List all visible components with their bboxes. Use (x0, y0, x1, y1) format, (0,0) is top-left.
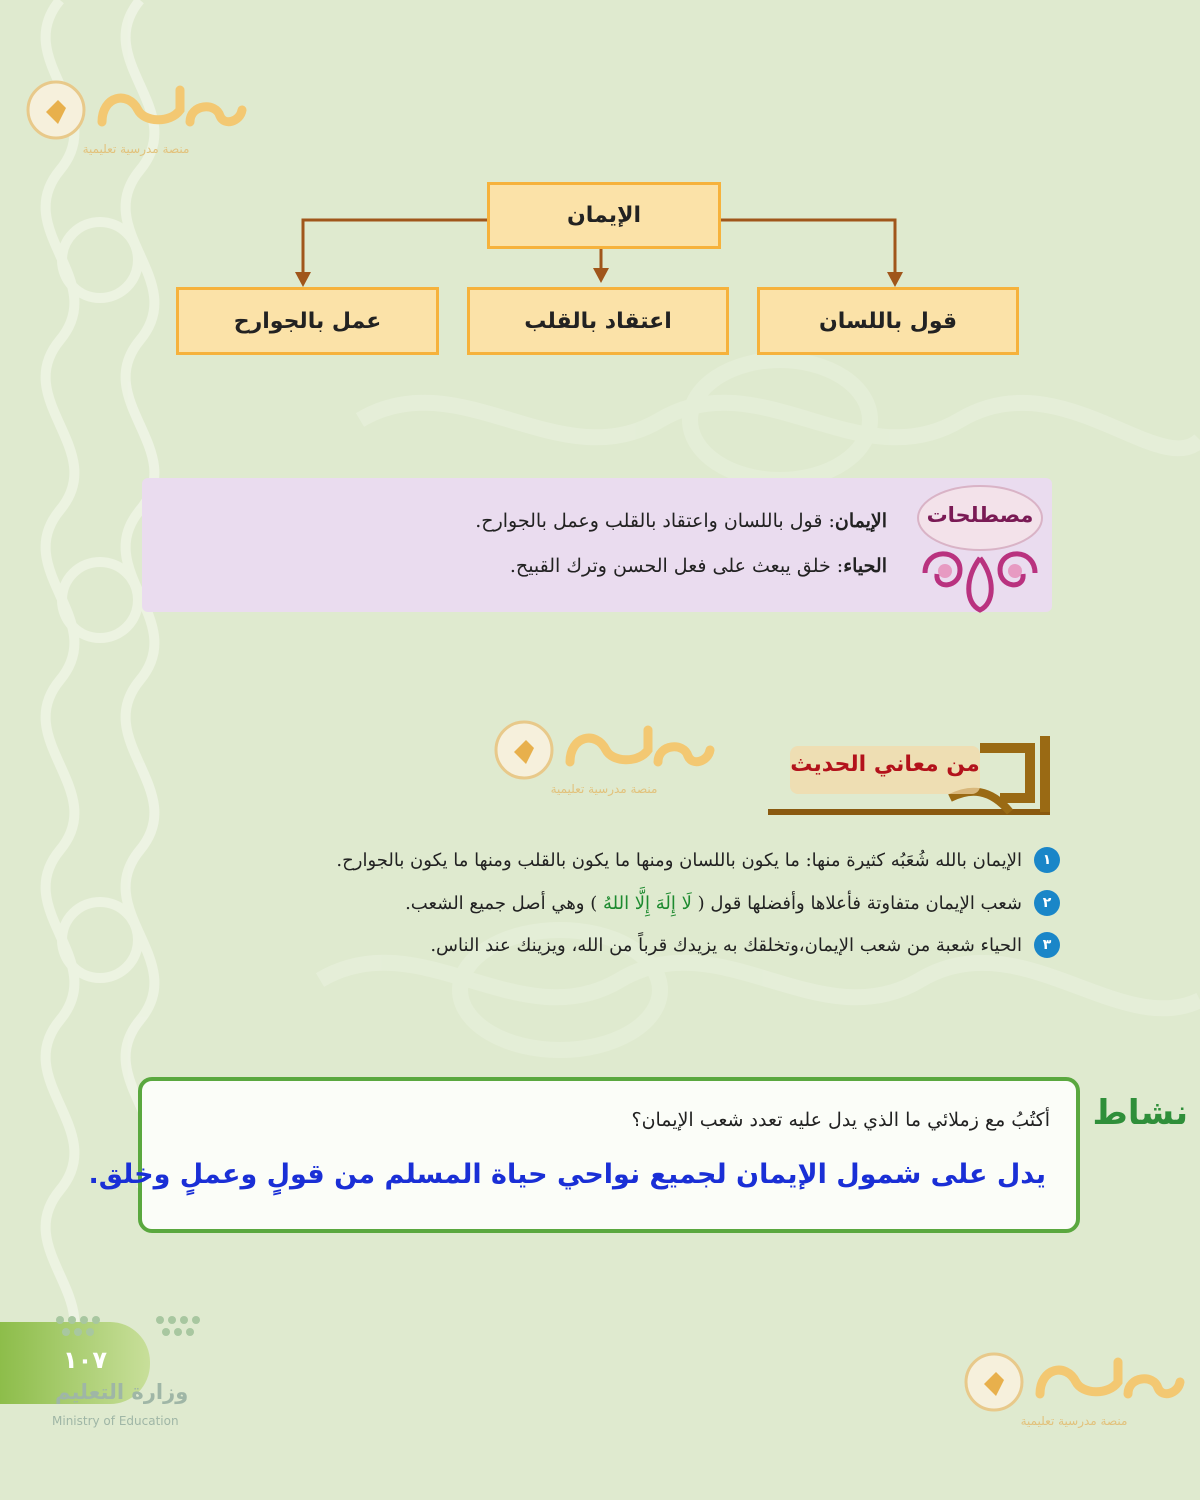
meaning-text: الحياء شعبة من شعب الإيمان،وتخلقك به يزيدك قرباً من الله، ويزينك عند الناس. (430, 934, 1022, 956)
activity-box (88, 1077, 1080, 1233)
diagram-node-speech: قول باللسان (757, 287, 1019, 355)
activity-label: نشاط (1092, 1093, 1188, 1133)
meaning-text-after: ) وهي أصل جميع الشعب. (405, 892, 603, 914)
diagram-node-deeds: عمل بالجوارح (176, 287, 439, 355)
watermark-logo-icon (958, 1342, 1188, 1414)
watermark-logo-icon (488, 710, 718, 782)
meaning-text-before: شعب الإيمان متفاوتة فأعلاها وأفضلها قول ( (691, 892, 1022, 914)
hadith-meaning-1 (336, 847, 1060, 873)
page-number: ١٠٧ (63, 1346, 107, 1374)
diagram-node-belief: اعتقاد بالقلب (467, 287, 729, 355)
watermark-tagline: منصة مدرسية تعليمية (1020, 1414, 1128, 1428)
ministry-name-english: Ministry of Education (52, 1414, 179, 1428)
hadith-section-title: من معاني الحديث (790, 752, 980, 777)
term-definition: : خلق يبعث على فعل الحسن وترك القبيح. (509, 555, 844, 577)
tawheed-phrase: لَا إِلَهَ إِلَّا اللهُ (602, 892, 692, 914)
diagram-root-node: الإيمان (487, 182, 721, 249)
watermark-tagline: منصة مدرسية تعليمية (550, 782, 658, 796)
term-iman (475, 510, 887, 532)
meaning-number-badge: ١ (1034, 847, 1060, 873)
meaning-text: الإيمان بالله شُعَبُه كثيرة منها: ما يكون باللسان ومنها ما يكون بالقلب ومنها ما يكون بالجوارح. (336, 849, 1022, 871)
watermark-tagline: منصة مدرسية تعليمية (82, 142, 190, 156)
ministry-name-arabic: وزارة التعليم (55, 1380, 189, 1404)
terms-badge-label: مصطلحات (926, 503, 1034, 527)
meaning-number-badge: ٣ (1034, 932, 1060, 958)
activity-question: أكتُبُ مع زملائي ما الذي يدل عليه تعدد شعب الإيمان؟ (631, 1109, 1050, 1131)
hadith-meaning-3 (430, 932, 1060, 958)
term-name: الحياء (843, 555, 887, 577)
term-definition: : قول باللسان واعتقاد بالقلب وعمل بالجوارح. (475, 510, 835, 532)
term-name: الإيمان (834, 510, 887, 532)
watermark-bottom-right (958, 1342, 1188, 1432)
meaning-text (405, 893, 1022, 914)
meaning-number-badge: ٢ (1034, 890, 1060, 916)
terms-badge-icon (905, 478, 1055, 618)
activity-answer: يدل على شمول الإيمان لجميع نواحي حياة المسلم من قولٍ وعملٍ وخلق. (88, 1159, 1046, 1190)
term-haya (510, 555, 887, 577)
watermark-middle (488, 710, 718, 800)
hadith-meaning-2 (405, 890, 1060, 916)
